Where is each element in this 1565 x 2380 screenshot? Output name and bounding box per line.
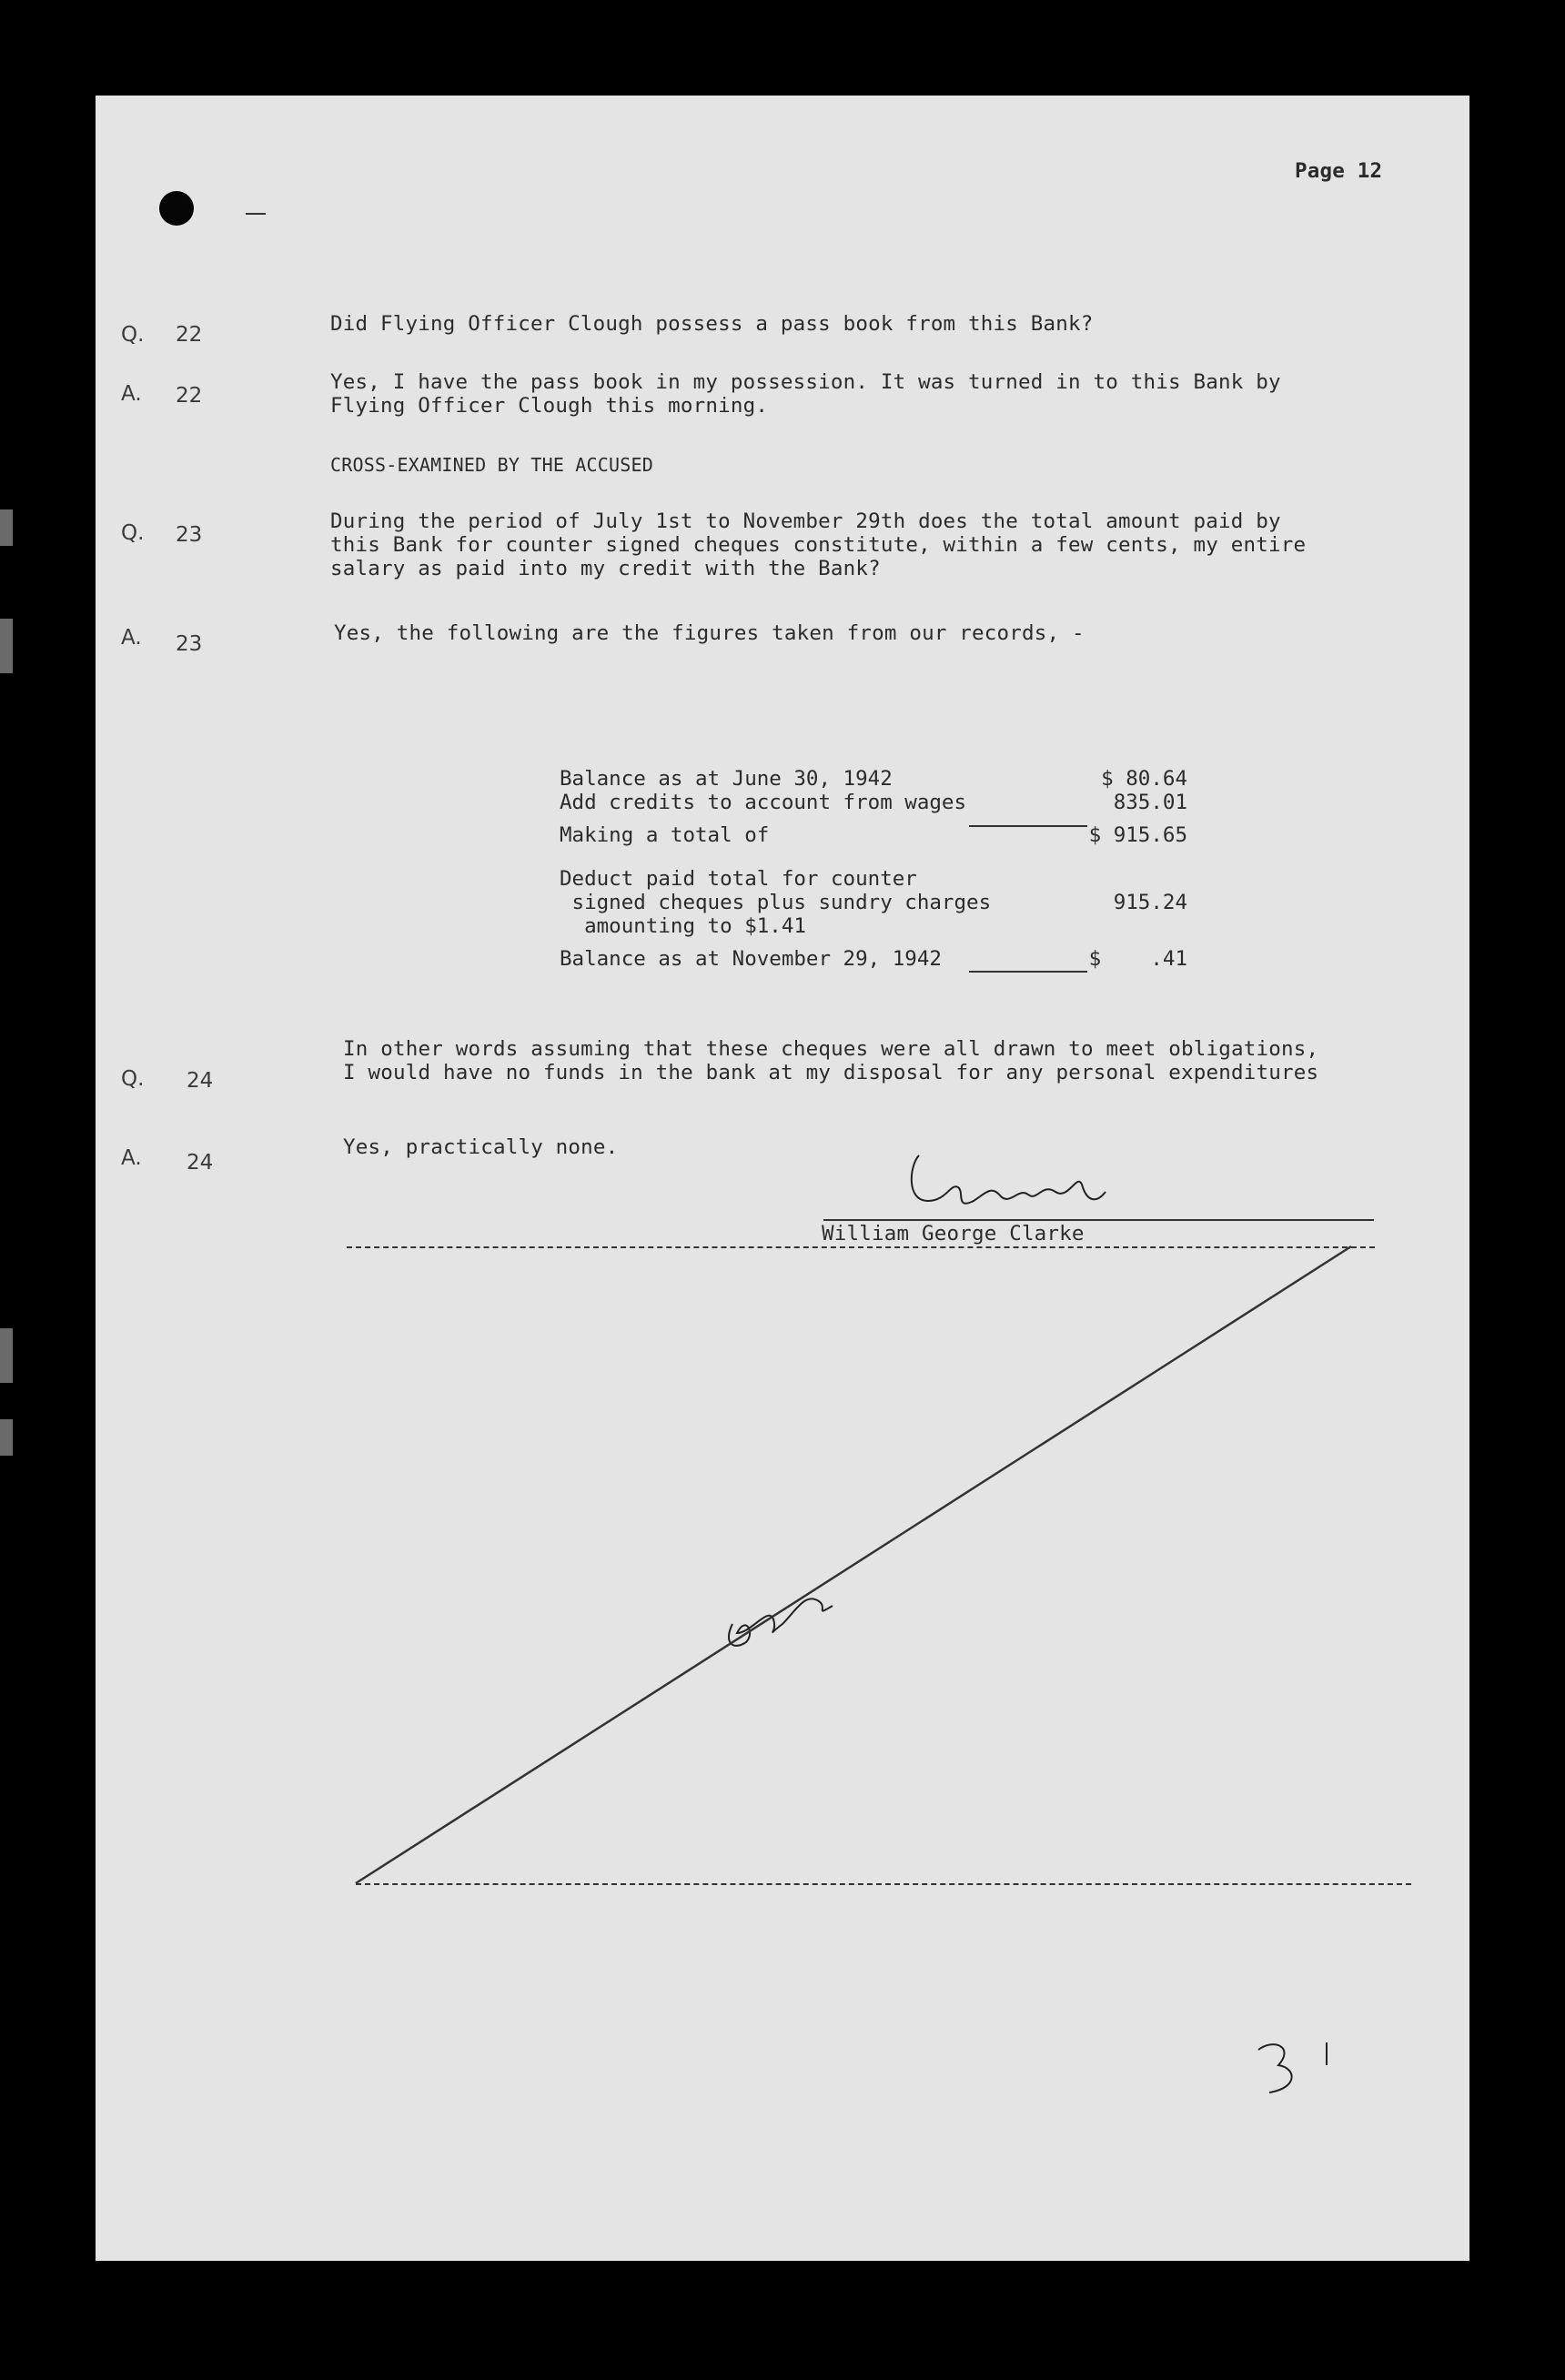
cancellation-diagonal	[356, 1246, 1351, 1883]
figure-amount: $ 915.65	[1088, 823, 1187, 847]
question-line: this Bank for counter signed cheques constitute, within a few cents, my entire	[330, 533, 1307, 557]
document-page	[96, 96, 1469, 2261]
film-edge-mark	[0, 1419, 13, 1456]
question-line: I would have no funds in the bank at my disposal for any personal expenditures	[343, 1061, 1319, 1084]
initials-scribble	[729, 1598, 833, 1646]
figure-amount: $ 80.64	[1101, 767, 1187, 791]
figure-amount: 915.24	[1113, 891, 1187, 914]
question-line: Did Flying Officer Clough possess a pass book from this Bank?	[330, 312, 1094, 336]
qa-marker: Q.	[121, 521, 145, 545]
question-line: During the period of July 1st to November 29th does the total amount paid by	[330, 509, 1281, 533]
figure-label: amounting to $1.41	[560, 914, 806, 938]
qa-number: 23	[176, 632, 203, 656]
figure-amount: $ .41	[1088, 947, 1187, 971]
qa-number: 22	[176, 323, 203, 347]
qa-marker: A.	[121, 626, 142, 650]
answer-line: Yes, practically none.	[343, 1135, 619, 1159]
signatory-name: William George Clarke	[822, 1222, 1085, 1245]
figure-label: Add credits to account from wages	[560, 791, 967, 814]
qa-marker: Q.	[121, 323, 145, 347]
signature-line	[823, 1219, 1374, 1221]
film-edge-mark	[0, 1328, 13, 1383]
cancellation-bottom-line	[356, 1883, 1411, 1885]
figure-label: Making a total of	[560, 823, 770, 847]
section-heading: CROSS-EXAMINED BY THE ACCUSED	[330, 454, 653, 476]
cancellation-top-line	[347, 1246, 1375, 1248]
film-edge-mark	[0, 509, 13, 546]
film-edge-mark	[0, 619, 13, 673]
page-number: Page 12	[1295, 159, 1383, 183]
answer-line: Yes, the following are the figures taken from our records, -	[334, 621, 1085, 645]
answer-line: Flying Officer Clough this morning.	[330, 394, 769, 418]
qa-marker: Q.	[121, 1067, 145, 1091]
qa-number: 22	[176, 384, 203, 408]
qa-number: 24	[187, 1151, 214, 1175]
folio-three	[1258, 2044, 1292, 2093]
signature-scribble	[912, 1155, 1106, 1204]
qa-marker: A.	[121, 382, 142, 406]
figure-label: Balance as at November 29, 1942	[560, 947, 942, 971]
qa-marker: A.	[121, 1146, 142, 1170]
question-line: salary as paid into my credit with the Bank?	[330, 557, 881, 580]
handwriting-layer	[96, 96, 1469, 2261]
qa-number: 24	[187, 1069, 214, 1093]
figure-label: Deduct paid total for counter	[560, 867, 917, 891]
qa-number: 23	[176, 523, 203, 547]
question-line: In other words assuming that these cheques were all drawn to meet obligations,	[343, 1037, 1319, 1061]
figure-amount: 835.01	[1113, 791, 1187, 814]
answer-line: Yes, I have the pass book in my possession. It was turned in to this Bank by	[330, 370, 1281, 394]
figure-label: signed cheques plus sundry charges	[560, 891, 992, 914]
figure-label: Balance as at June 30, 1942	[560, 767, 893, 791]
